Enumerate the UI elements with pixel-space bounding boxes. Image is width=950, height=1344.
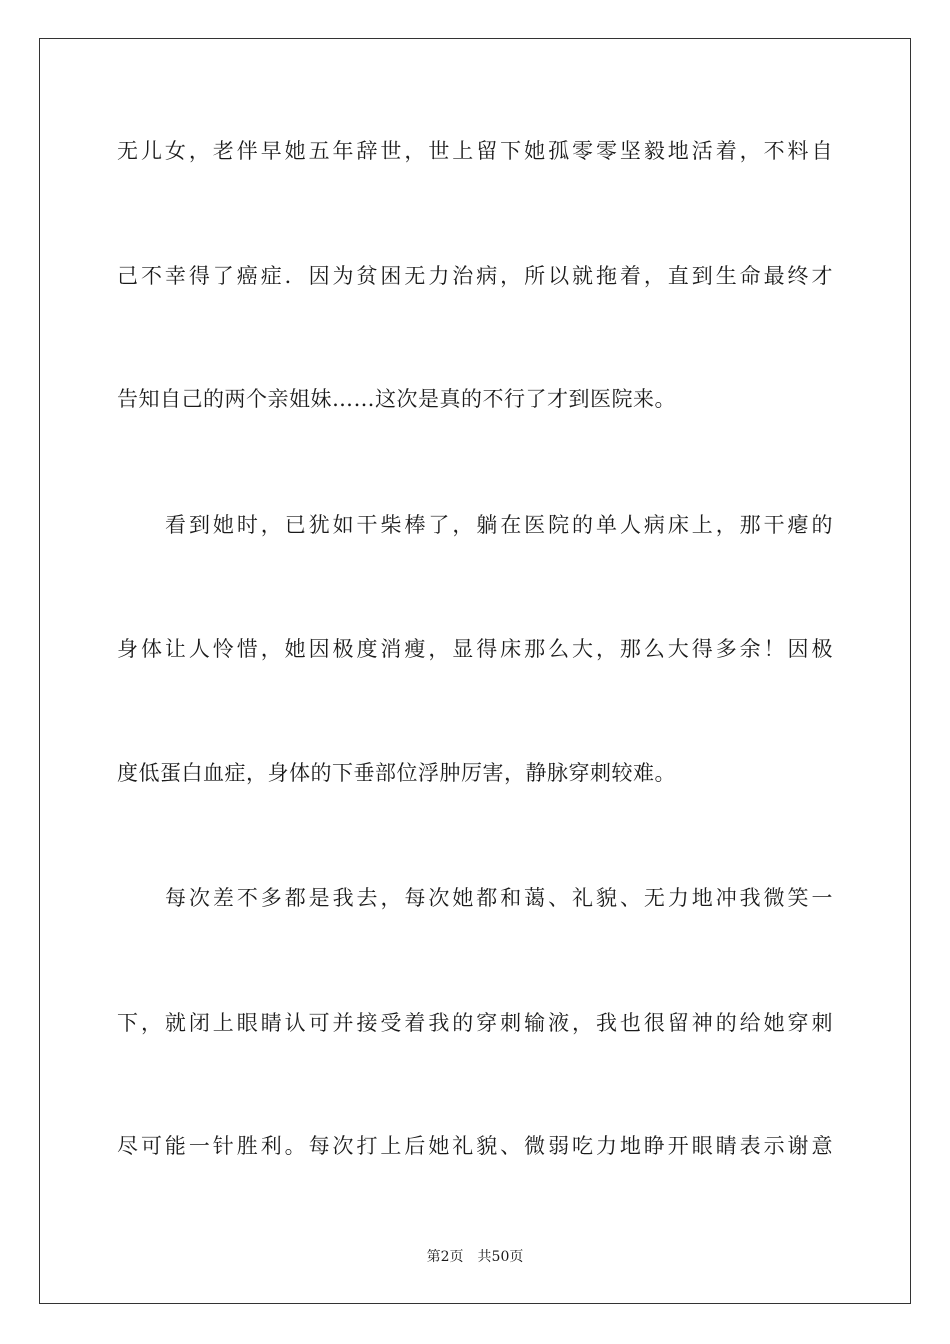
text-line: 看到她时，已犹如干柴棒了，躺在医院的单人病床上，那干瘪的 [165, 513, 833, 537]
page-border [39, 38, 911, 1304]
text-line: 身体让人怜惜，她因极度消瘦，显得床那么大，那么大得多余！因极 [117, 637, 833, 661]
text-line: 无儿女，老伴早她五年辞世，世上留下她孤零零坚毅地活着，不料自 [117, 139, 833, 163]
page-number: 第2页 共50页 [426, 1249, 524, 1265]
text-line: 下，就闭上眼睛认可并接受着我的穿刺输液，我也很留神的给她穿刺 [117, 1011, 833, 1035]
text-line: 度低蛋白血症，身体的下垂部位浮肿厉害，静脉穿刺较难。 [117, 761, 676, 785]
text-line: 每次差不多都是我去，每次她都和蔼、礼貌、无力地冲我微笑一 [165, 886, 833, 910]
text-line: 己不幸得了癌症．因为贫困无力治病，所以就拖着，直到生命最终才 [117, 264, 833, 288]
text-line: 告知自己的两个亲姐妹……这次是真的不行了才到医院来。 [117, 387, 676, 411]
text-line: 尽可能一针胜利。每次打上后她礼貌、微弱吃力地睁开眼睛表示谢意 [117, 1134, 833, 1158]
